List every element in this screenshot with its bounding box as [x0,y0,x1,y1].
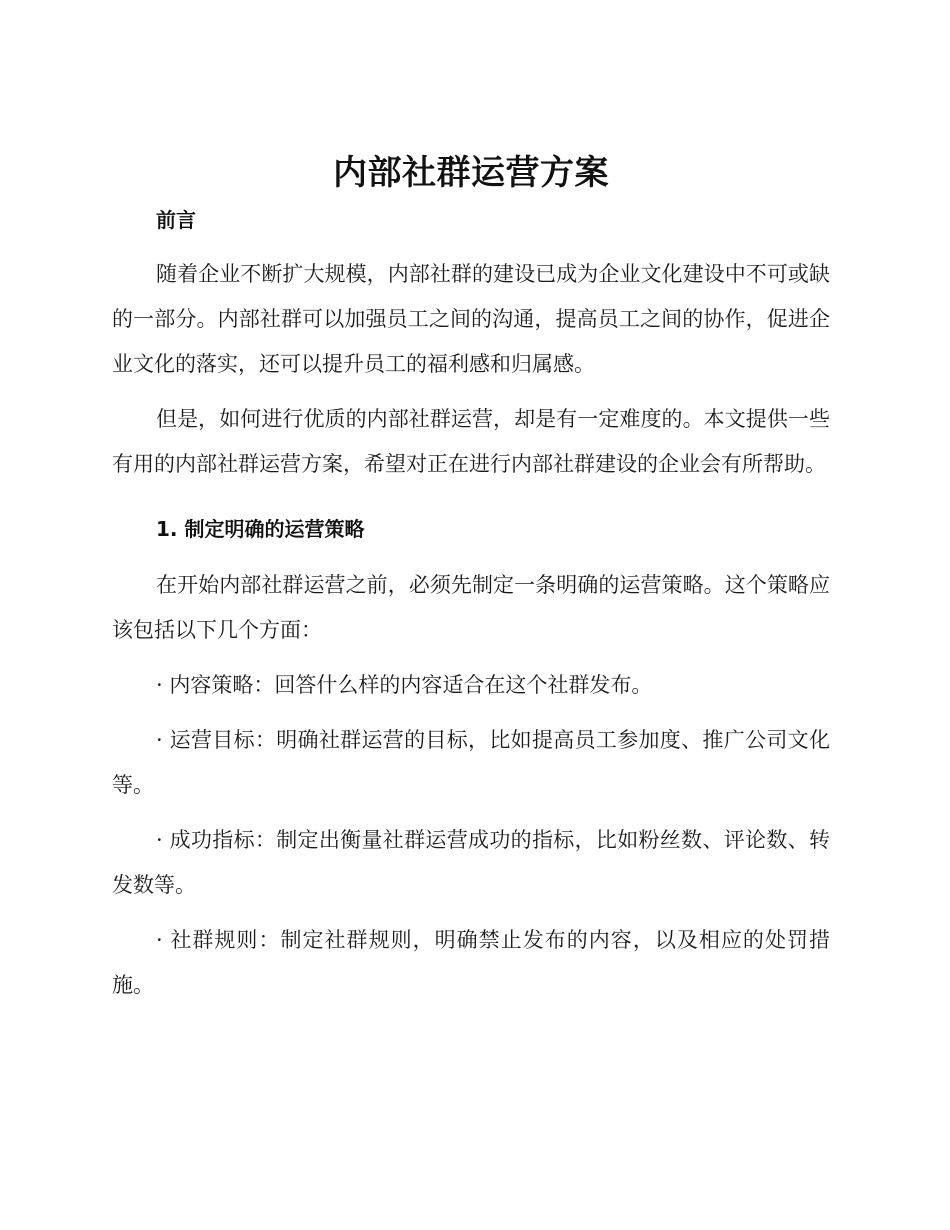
document-body [112,150,830,1008]
list-item-operation-goal: · 运营目标：明确社群运营的目标，比如提高员工参加度、推广公司文化等。 [112,728,830,797]
section-1-intro: 在开始内部社群运营之前，必须先制定一条明确的运营策略。这个策略应该包括以下几个方面： [112,573,830,642]
list-item-success-metrics: · 成功指标：制定出衡量社群运营成功的指标，比如粉丝数、评论数、转发数等。 [112,828,830,897]
list-item-community-rules: · 社群规则：制定社群规则，明确禁止发布的内容，以及相应的处罚措施。 [112,928,830,997]
preface-heading: 前言 [156,208,196,232]
document-title: 内部社群运营方案 [333,153,609,193]
preface-paragraph-1: 随着企业不断扩大规模，内部社群的建设已成为企业文化建设中不可或缺的一部分。内部社群可以加强员工之间的沟通，提高员工之间的协作，促进企业文化的落实，还可以提升员工的福利感和归属感。 [112,262,830,376]
preface-paragraph-2: 但是，如何进行优质的内部社群运营，却是有一定难度的。本文提供一些有用的内部社群运营方案，希望对正在进行内部社群建设的企业会有所帮助。 [112,407,830,476]
list-item-content-strategy: · 内容策略：回答什么样的内容适合在这个社群发布。 [156,673,653,697]
section-1-heading: 1. 制定明确的运营策略 [156,517,365,541]
